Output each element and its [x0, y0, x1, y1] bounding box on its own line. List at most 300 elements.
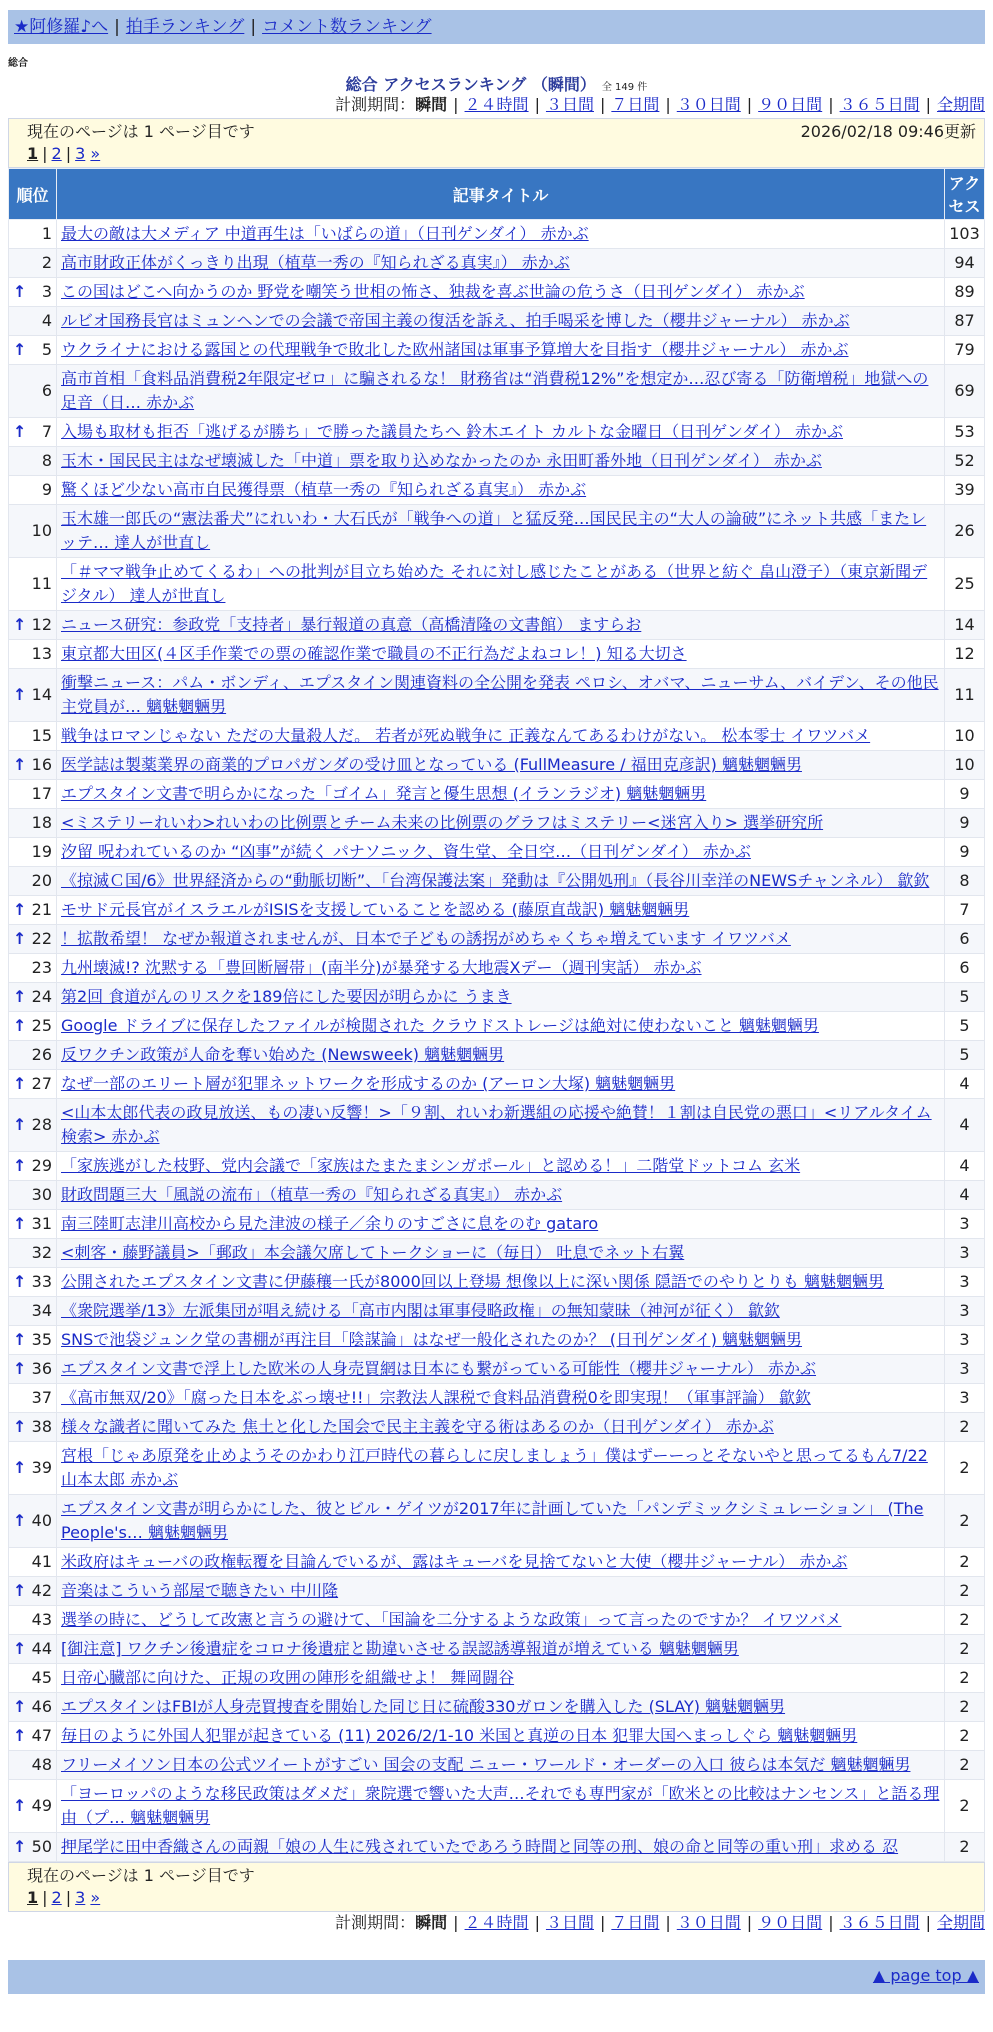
rank-number: 31 — [31, 1214, 52, 1233]
access-count: 69 — [945, 365, 985, 418]
period-link[interactable]: 全期間 — [936, 95, 985, 114]
rank-cell — [9, 1210, 57, 1239]
access-count: 10 — [945, 751, 985, 780]
rank-cell — [9, 896, 57, 925]
table-row — [9, 418, 985, 447]
next-page-link[interactable]: » — [90, 144, 101, 163]
table-row — [9, 505, 985, 558]
access-count: 7 — [945, 896, 985, 925]
title-cell — [57, 1297, 945, 1326]
article-link[interactable]: 米政府はキューバの政権転覆を目論んでいるが、露はキューバを見捨てないと大使（櫻井ジャーナル） 赤かぶ — [61, 1552, 848, 1571]
table-row — [9, 1210, 985, 1239]
title-cell — [57, 1012, 945, 1041]
next-page-link[interactable]: » — [90, 1888, 101, 1907]
rank-cell — [9, 1355, 57, 1384]
rank-cell — [9, 1635, 57, 1664]
article-link[interactable]: フリーメイソン日本の公式ツイートがすごい 国会の支配 ニュー・ワールド・オーダーの入口 彼らは本気だ 魑魅魍魎男 — [61, 1755, 911, 1774]
article-link[interactable]: ウクライナにおける露国との代理戦争で敗北した欧州諸国は軍事予算増大を目指す（櫻井ジャーナル） 赤かぶ — [61, 340, 849, 359]
rank-number: 17 — [31, 784, 52, 803]
table-row — [9, 1693, 985, 1722]
article-link[interactable]: ルビオ国務長官はミュンヘンでの会議で帝国主義の復活を訴え、拍手喝采を博した（櫻井ジャーナル） 赤かぶ — [61, 311, 850, 330]
period-link[interactable]: ３０日間 — [676, 1913, 741, 1932]
rank-up-arrow-icon: ↑ — [13, 1837, 27, 1856]
article-link[interactable]: <刺客・藤野議員>「郵政」本会議欠席してトークショーに（毎日） 吐息でネット右翼 — [61, 1243, 685, 1262]
rank-number: 24 — [31, 987, 52, 1006]
title-cell — [57, 1152, 945, 1181]
title-cell — [57, 809, 945, 838]
rank-number: 42 — [31, 1581, 52, 1600]
title-cell — [57, 365, 945, 418]
title-cell — [57, 1413, 945, 1442]
table-row — [9, 365, 985, 418]
article-link[interactable]: なぜ一部のエリート層が犯罪ネットワークを形成するのか (アーロン大塚) 魑魅魍魎男 — [61, 1074, 676, 1093]
rank-cell — [9, 1099, 57, 1152]
table-row — [9, 896, 985, 925]
period-link[interactable]: ２４時間 — [464, 1913, 529, 1932]
rank-up-arrow-icon: ↑ — [13, 685, 27, 704]
table-row — [9, 983, 985, 1012]
table-row — [9, 1326, 985, 1355]
ranking-table — [8, 168, 985, 1862]
rank-cell — [9, 1384, 57, 1413]
updated-time: 2026/02/18 09:46更新 — [800, 122, 976, 141]
rank-number: 19 — [31, 842, 52, 861]
access-count: 3 — [945, 1297, 985, 1326]
title-cell — [57, 1355, 945, 1384]
table-row — [9, 1297, 985, 1326]
divider: | — [65, 144, 72, 163]
table-row — [9, 722, 985, 751]
rank-cell — [9, 1751, 57, 1780]
table-row — [9, 1384, 985, 1413]
table-row — [9, 1635, 985, 1664]
access-count: 2 — [945, 1780, 985, 1833]
rank-number: 9 — [41, 480, 52, 499]
title-cell — [57, 1239, 945, 1268]
article-link[interactable]: 宮根「じゃあ原発を止めようそのかわり江戸時代の暮らしに戻しましょう」僕はずーーっとそないやと思ってるもん7/22山本太郎 赤かぶ — [61, 1446, 928, 1489]
access-count: 2 — [945, 1606, 985, 1635]
access-count: 12 — [945, 640, 985, 669]
period-link[interactable]: ７日間 — [611, 1913, 660, 1932]
rank-number: 23 — [31, 958, 52, 977]
period-nav-bottom — [8, 1912, 985, 1936]
table-row — [9, 336, 985, 365]
rank-number: 37 — [31, 1388, 52, 1407]
article-link[interactable]: 《衆院選挙/13》左派集団が唱え続ける「高市内閣は軍事侵略政権」の無知蒙昧（神河が征く） 歙欽 — [61, 1301, 780, 1320]
title-cell — [57, 1664, 945, 1693]
article-link[interactable]: 様々な識者に聞いてみた 焦土と化した国会で民主主義を守る術はあるのか（日刊ゲンダイ） 赤かぶ — [61, 1417, 774, 1436]
rank-number: 40 — [31, 1511, 52, 1530]
period-link[interactable]: ９０日間 — [758, 95, 823, 114]
access-count: 5 — [945, 1041, 985, 1070]
article-link[interactable]: 驚くほど少ない高市自民獲得票（植草一秀の『知られざる真実』） 赤かぶ — [61, 480, 587, 499]
title-cell — [57, 447, 945, 476]
rank-cell — [9, 1041, 57, 1070]
article-link[interactable]: Google ドライブに保存したファイルが検閲された クラウドストレージは絶対に使わないこと 魑魅魍魎男 — [61, 1016, 819, 1035]
rank-number: 2 — [41, 253, 52, 272]
article-link[interactable]: 最大の敵は大メディア 中道再生は「いばらの道」（日刊ゲンダイ） 赤かぶ — [61, 224, 589, 243]
table-row — [9, 1041, 985, 1070]
rank-cell — [9, 867, 57, 896]
rank-number: 6 — [41, 381, 52, 400]
rank-number: 10 — [31, 521, 52, 540]
title-cell — [57, 1495, 945, 1548]
access-count: 89 — [945, 278, 985, 307]
access-count: 4 — [945, 1070, 985, 1099]
article-link[interactable]: 高市首相「食料品消費税2年限定ゼロ」に騙されるな！ 財務省は“消費税12%”を想定か…忍び寄る「防衛増税」地獄への足音（日… 赤かぶ — [61, 369, 929, 412]
header-rank: 順位 — [9, 169, 57, 220]
title-cell — [57, 418, 945, 447]
title-cell — [57, 1693, 945, 1722]
rank-number: 33 — [31, 1272, 52, 1291]
rank-cell — [9, 1664, 57, 1693]
table-row — [9, 1181, 985, 1210]
rank-number: 29 — [31, 1156, 52, 1175]
table-row — [9, 1577, 985, 1606]
page-current: 1 — [27, 144, 39, 163]
rank-cell — [9, 278, 57, 307]
period-link[interactable]: ３６５日間 — [839, 1913, 920, 1932]
article-link[interactable]: 押尾学に田中香織さんの両親「娘の人生に残されていたであろう時間と同等の刑、娘の命と同等の重い刑」求める 忍 — [61, 1837, 899, 1856]
divider: | — [534, 95, 540, 114]
table-row — [9, 838, 985, 867]
table-row — [9, 611, 985, 640]
rank-number: 12 — [31, 615, 52, 634]
top-nav — [8, 10, 985, 44]
article-link[interactable]: 毎日のように外国人犯罪が起きている (11) 2026/2/1-10 米国と真逆の日本 犯罪大国へまっしぐら 魑魅魍魎男 — [61, 1726, 858, 1745]
page-link[interactable]: 3 — [75, 1888, 86, 1907]
divider: | — [114, 17, 120, 37]
period-link[interactable]: ３日間 — [545, 95, 594, 114]
table-row — [9, 307, 985, 336]
divider: | — [746, 1913, 753, 1932]
article-link[interactable]: 《掠滅Ｃ国/6》世界経済からの“動脈切断”、「台湾保護法案」発動は『公開処刑』（長谷川幸洋のNEWSチャンネル） 歙欽 — [61, 871, 930, 890]
table-row — [9, 669, 985, 722]
rank-number: 22 — [31, 929, 52, 948]
rank-up-arrow-icon: ↑ — [13, 1639, 27, 1658]
access-count: 2 — [945, 1833, 985, 1862]
rank-cell — [9, 1070, 57, 1099]
rank-cell — [9, 249, 57, 278]
title-cell — [57, 1635, 945, 1664]
rank-up-arrow-icon: ↑ — [13, 615, 27, 634]
article-link[interactable]: 高市財政正体がくっきり出現（植草一秀の『知られざる真実』） 赤かぶ — [61, 253, 570, 272]
rank-number: 32 — [31, 1243, 52, 1262]
rank-number: 49 — [31, 1796, 52, 1815]
rank-up-arrow-icon: ↑ — [13, 1697, 27, 1716]
access-count: 94 — [945, 249, 985, 278]
article-link[interactable]: 公開されたエプスタイン文書に伊藤穰一氏が8000回以上登場 想像以上に深い関係 隠語でのやりとりも 魑魅魍魎男 — [61, 1272, 885, 1291]
rank-number: 35 — [31, 1330, 52, 1349]
title-cell — [57, 611, 945, 640]
article-link[interactable]: ！拡散希望！ なぜか報道されませんが、日本で子どもの誘拐がめちゃくちゃ増えています イワツバメ — [61, 929, 791, 948]
article-link[interactable]: 玉木雄一郎氏の“憲法番犬”にれいわ・大石氏が「戦争への道」と猛反発…国民民主の“大人の論破”にネット共感「またレッテ… 達人が世直し — [61, 509, 927, 552]
rank-cell — [9, 1495, 57, 1548]
table-row — [9, 867, 985, 896]
article-link[interactable]: 衝撃ニュース：パム・ボンディ、エプスタイン関連資料の全公開を発表 ペロシ、オバマ、ニューサム、バイデン、その他民主党員が… 魑魅魍魎男 — [61, 673, 939, 716]
article-link[interactable]: 医学誌は製薬業界の商業的プロパガンダの受け皿となっている (FullMeasure / 福田克彦訳) 魑魅魍魎男 — [61, 755, 802, 774]
rank-number: 27 — [31, 1074, 52, 1093]
rank-cell — [9, 838, 57, 867]
article-link[interactable]: エプスタインはFBIが人身売買捜査を開始した同じ日に硫酸330ガロンを購入した (SLAY) 魑魅魍魎男 — [61, 1697, 786, 1716]
header-access: アクセス — [945, 169, 985, 220]
current-page-text: 現在のページは 1 ページ目です — [27, 122, 255, 141]
page-link[interactable]: 2 — [51, 144, 62, 163]
article-link[interactable]: 選挙の時に、どうして改憲と言うの避けて、「国論を二分するような政策」って言ったのですか？ イワツバメ — [61, 1610, 842, 1629]
article-link[interactable]: 入場も取材も拒否「逃げるが勝ち」で勝った議員たちへ 鈴木エイト カルトな金曜日（日刊ゲンダイ） 赤かぶ — [61, 422, 843, 441]
table-row — [9, 954, 985, 983]
article-link[interactable]: ニュース研究：参政党「支持者」暴行報道の真意（高橋清隆の文書館） ますらお — [61, 615, 642, 634]
table-row — [9, 1012, 985, 1041]
rank-up-arrow-icon: ↑ — [13, 1074, 27, 1093]
rank-cell — [9, 1268, 57, 1297]
rank-up-arrow-icon: ↑ — [13, 1458, 27, 1477]
article-link[interactable]: 「家族逃がした枝野、党内会議で「家族はたまたまシンガポール」と認める！」二階堂ドットコム 玄米 — [61, 1156, 801, 1175]
period-link[interactable]: ３０日間 — [676, 95, 741, 114]
table-row — [9, 1495, 985, 1548]
title-cell — [57, 249, 945, 278]
rank-number: 20 — [31, 871, 52, 890]
rank-up-arrow-icon: ↑ — [13, 987, 27, 1006]
article-link[interactable]: 戦争はロマンじゃない ただの大量殺人だ。 若者が死ぬ戦争に 正義なんてあるわけがない。 松本零士 イワツバメ — [61, 726, 871, 745]
period-link[interactable]: ３日間 — [545, 1913, 594, 1932]
article-link[interactable]: 東京都大田区(４区手作業での票の確認作業で職員の不正行為だよねコレ！) 知る大切さ — [61, 644, 687, 663]
title-cell — [57, 983, 945, 1012]
table-row — [9, 1099, 985, 1152]
divider: | — [42, 144, 48, 163]
rank-cell — [9, 1181, 57, 1210]
rank-cell — [9, 1722, 57, 1751]
access-count: 39 — [945, 476, 985, 505]
rank-cell — [9, 1693, 57, 1722]
page-info-bottom — [8, 1862, 985, 1912]
access-count: 2 — [945, 1413, 985, 1442]
article-link[interactable]: [御注意] ワクチン後遺症をコロナ後遺症と勘違いさせる誤認誘導報道が増えている 魑魅魍魎男 — [61, 1639, 739, 1658]
article-link[interactable]: 「＃ママ戦争止めてくるわ」への批判が目立ち始めた それに対し感じたことがある（世界と紡ぐ 畠山澄子）（東京新聞デジタル） 達人が世直し — [61, 562, 928, 605]
rank-up-arrow-icon: ↑ — [13, 1214, 27, 1233]
ranking-title: 総合 アクセスランキング （瞬間） — [345, 75, 596, 94]
article-link[interactable]: 南三陸町志津川高校から見た津波の様子／余りのすごさに息をのむ gataro — [61, 1214, 599, 1233]
article-link[interactable]: <山本太郎代表の政見放送、もの凄い反響！>「９割、れいわ新選組の応援や絶賛！１割は自民党の悪口」<リアルタイム検索> 赤かぶ — [61, 1103, 932, 1146]
access-count: 2 — [945, 1693, 985, 1722]
table-row — [9, 1780, 985, 1833]
rank-up-arrow-icon: ↑ — [13, 1330, 27, 1349]
rank-up-arrow-icon: ↑ — [13, 1359, 27, 1378]
rank-cell — [9, 1606, 57, 1635]
access-count: 11 — [945, 669, 985, 722]
rank-cell — [9, 1833, 57, 1862]
table-row — [9, 278, 985, 307]
article-link[interactable]: 「ヨーロッパのような移民政策はダメだ」衆院選で響いた大声…それでも専門家が「欧米との比較はナンセンス」と語る理由（プ… 魑魅魍魎男 — [61, 1784, 940, 1827]
access-count: 3 — [945, 1268, 985, 1297]
article-link[interactable]: 反ワクチン政策が人命を奪い始めた (Newsweek) 魑魅魍魎男 — [61, 1045, 505, 1064]
title-cell — [57, 896, 945, 925]
rank-number: 7 — [41, 422, 52, 441]
period-link[interactable]: ２４時間 — [464, 95, 529, 114]
divider: | — [599, 1913, 606, 1932]
comment-ranking-link[interactable]: コメント数ランキング — [262, 17, 432, 37]
title-cell — [57, 1751, 945, 1780]
rank-number: 45 — [31, 1668, 52, 1687]
rank-cell — [9, 1012, 57, 1041]
page-info-top — [8, 118, 985, 168]
rank-cell — [9, 983, 57, 1012]
rank-number: 50 — [31, 1837, 52, 1856]
rank-number: 44 — [31, 1639, 52, 1658]
title-cell — [57, 780, 945, 809]
period-current: 瞬間 — [415, 1913, 448, 1932]
rank-cell — [9, 1326, 57, 1355]
article-link[interactable]: エプスタイン文書が明らかにした、彼とビル・ゲイツが2017年に計画していた「パンデミックシミュレーション」 (The People's… 魑魅魍魎男 — [61, 1499, 924, 1542]
table-row — [9, 809, 985, 838]
rank-number: 46 — [31, 1697, 52, 1716]
divider: | — [828, 95, 834, 114]
rank-cell — [9, 1780, 57, 1833]
title-cell — [57, 1070, 945, 1099]
article-link[interactable]: エプスタイン文書で明らかになった「ゴイム」発言と優生思想 (イランラジオ) 魑魅魍魎男 — [61, 784, 707, 803]
rank-number: 30 — [31, 1185, 52, 1204]
access-count: 3 — [945, 1239, 985, 1268]
rank-cell — [9, 418, 57, 447]
access-count: 10 — [945, 722, 985, 751]
article-link[interactable]: 汐留 呪われているのか “凶事”が続く パナソニック、資生堂、全日空…（日刊ゲンダイ） 赤かぶ — [61, 842, 751, 861]
pager-top — [27, 143, 976, 165]
current-page-text: 現在のページは 1 ページ目です — [27, 1866, 255, 1885]
applause-ranking-link[interactable]: 拍手ランキング — [125, 17, 245, 37]
article-link[interactable]: エプスタイン文書で浮上した欧米の人身売買網は日本にも繋がっている可能性（櫻井ジャーナル） 赤かぶ — [61, 1359, 817, 1378]
rank-number: 28 — [31, 1115, 52, 1134]
rank-number: 8 — [41, 451, 52, 470]
rank-cell — [9, 1442, 57, 1495]
rank-number: 48 — [31, 1755, 52, 1774]
title-cell — [57, 722, 945, 751]
title-cell — [57, 336, 945, 365]
article-link[interactable]: 九州壊滅!? 沈黙する「豊回断層帯」(南半分)が暴発する大地震Xデー（週刊実話） 赤かぶ — [61, 958, 702, 977]
page-link[interactable]: 3 — [75, 144, 86, 163]
rank-cell — [9, 505, 57, 558]
rank-up-arrow-icon: ↑ — [13, 1156, 27, 1175]
table-row — [9, 249, 985, 278]
divider: | — [746, 95, 753, 114]
article-link[interactable]: 《高市無双/20》「腐った日本をぶっ壊せ!!」宗教法人課税で食料品消費税0を即実現！（軍事評論） 歙欽 — [61, 1388, 811, 1407]
access-count: 4 — [945, 1152, 985, 1181]
rank-number: 34 — [31, 1301, 52, 1320]
rank-up-arrow-icon: ↑ — [13, 1581, 27, 1600]
article-link[interactable]: 財政問題三大「風説の流布」（植草一秀の『知られざる真実』） 赤かぶ — [61, 1185, 563, 1204]
access-count: 2 — [945, 1577, 985, 1606]
rank-up-arrow-icon: ↑ — [13, 1272, 27, 1291]
rank-up-arrow-icon: ↑ — [13, 422, 27, 441]
title-cell — [57, 838, 945, 867]
rank-up-arrow-icon: ↑ — [13, 340, 27, 359]
category-label: 総合 — [8, 58, 28, 69]
table-row — [9, 1548, 985, 1577]
rank-up-arrow-icon: ↑ — [13, 1726, 27, 1745]
access-count: 5 — [945, 983, 985, 1012]
title-cell — [57, 640, 945, 669]
access-count: 8 — [945, 867, 985, 896]
period-link[interactable]: 全期間 — [936, 1913, 985, 1932]
article-link[interactable]: この国はどこへ向かうのか 野党を嘲笑う世相の怖さ、独裁を喜ぶ世論の危うさ（日刊ゲンダイ） 赤かぶ — [61, 282, 805, 301]
pager-bottom — [27, 1887, 976, 1909]
access-count: 52 — [945, 447, 985, 476]
period-link[interactable]: ９０日間 — [758, 1913, 823, 1932]
access-count: 2 — [945, 1442, 985, 1495]
rank-number: 39 — [31, 1458, 52, 1477]
rank-up-arrow-icon: ↑ — [13, 900, 27, 919]
table-row — [9, 1722, 985, 1751]
divider: | — [65, 1888, 72, 1907]
access-count: 2 — [945, 1722, 985, 1751]
page-link[interactable]: 2 — [51, 1888, 62, 1907]
total-count: 全 149 件 — [601, 82, 648, 93]
divider: | — [665, 1913, 671, 1932]
page-title — [8, 72, 985, 94]
rank-cell — [9, 780, 57, 809]
rank-cell — [9, 447, 57, 476]
access-count: 3 — [945, 1384, 985, 1413]
rank-cell — [9, 365, 57, 418]
article-link[interactable]: <ミステリーれいわ>れいわの比例票とチーム未来の比例票のグラフはミステリー<迷宮入り> 選挙研究所 — [61, 813, 824, 832]
rank-number: 25 — [31, 1016, 52, 1035]
rank-number: 1 — [41, 224, 52, 243]
rank-number: 11 — [31, 574, 52, 593]
period-link[interactable]: ７日間 — [611, 95, 660, 114]
rank-number: 38 — [31, 1417, 52, 1436]
title-cell — [57, 1442, 945, 1495]
article-link[interactable]: 第2回 食道がんのリスクを189倍にした要因が明らかに うまき — [61, 987, 512, 1006]
access-count: 4 — [945, 1099, 985, 1152]
table-row — [9, 558, 985, 611]
access-count: 26 — [945, 505, 985, 558]
divider: | — [534, 1913, 540, 1932]
header-title: 記事タイトル — [57, 169, 945, 220]
access-count: 9 — [945, 809, 985, 838]
article-link[interactable]: 日帝心臓部に向けた、正規の攻囲の陣形を組織せよ！ 舞岡闘谷 — [61, 1668, 515, 1687]
article-link[interactable]: SNSで池袋ジュンク堂の書棚が再注目「陰謀論」はなぜ一般化されたのか？ (日刊ゲンダイ) 魑魅魍魎男 — [61, 1330, 803, 1349]
period-link[interactable]: ３６５日間 — [839, 95, 920, 114]
rank-cell — [9, 476, 57, 505]
rank-cell — [9, 558, 57, 611]
rank-up-arrow-icon: ↑ — [13, 1796, 27, 1815]
rank-number: 36 — [31, 1359, 52, 1378]
period-nav-top — [8, 94, 985, 118]
divider: | — [453, 1913, 459, 1932]
access-count: 79 — [945, 336, 985, 365]
page-top-link[interactable]: ▲ page top ▲ — [872, 1966, 979, 1985]
title-cell — [57, 751, 945, 780]
divider: | — [925, 95, 931, 114]
access-count: 87 — [945, 307, 985, 336]
access-count: 2 — [945, 1635, 985, 1664]
home-link[interactable]: ★阿修羅♪へ — [14, 17, 109, 37]
rank-up-arrow-icon: ↑ — [13, 282, 27, 301]
access-count: 2 — [945, 1495, 985, 1548]
table-row — [9, 1442, 985, 1495]
access-count: 9 — [945, 838, 985, 867]
article-link[interactable]: 音楽はこういう部屋で聴きたい 中川隆 — [61, 1581, 339, 1600]
article-link[interactable]: モサド元長官がイスラエルがISISを支援していることを認める (藤原直哉訳) 魑魅魍魎男 — [61, 900, 690, 919]
table-row — [9, 1413, 985, 1442]
rank-up-arrow-icon: ↑ — [13, 755, 27, 774]
rank-number: 4 — [41, 311, 52, 330]
article-link[interactable]: 玉木・国民民主はなぜ壊滅した「中道」票を取り込めなかったのか 永田町番外地（日刊ゲンダイ） 赤かぶ — [61, 451, 822, 470]
table-row — [9, 1606, 985, 1635]
title-cell — [57, 505, 945, 558]
access-count: 6 — [945, 925, 985, 954]
access-count: 4 — [945, 1181, 985, 1210]
table-row — [9, 1664, 985, 1693]
